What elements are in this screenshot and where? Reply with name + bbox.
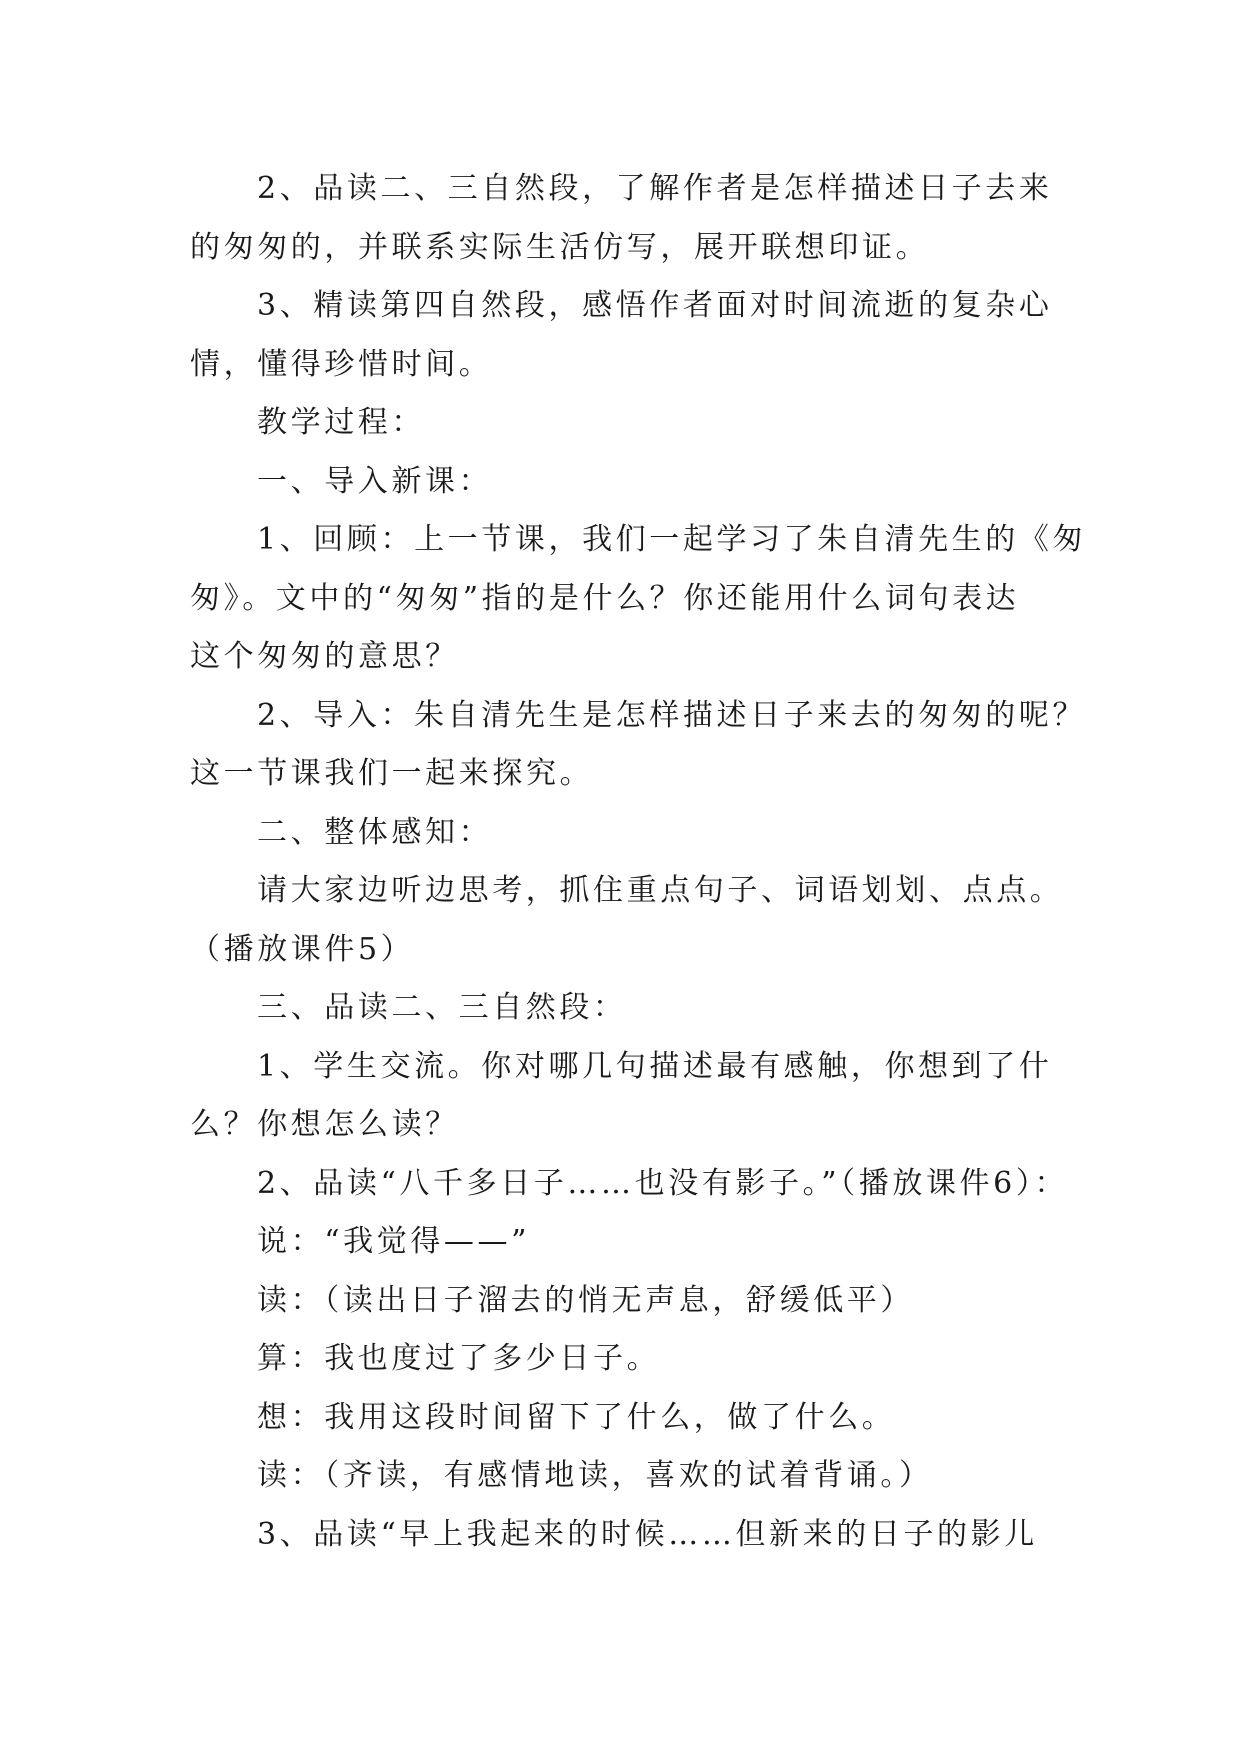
paragraph-line: 的匆匆的，并联系实际生活仿写，展开联想印证。 (190, 229, 930, 265)
section-heading: 一、导入新课： (257, 463, 493, 499)
paragraph-line: 情，懂得珍惜时间。 (190, 346, 493, 382)
paragraph-line: 这个匆匆的意思？ (190, 639, 459, 674)
paragraph-line: 3、品读“早上我起来的时候……但新来的日子的影儿 (257, 1516, 1038, 1552)
paragraph-line: 3、精读第四自然段，感悟作者面对时间流逝的复杂心 (257, 288, 1053, 323)
paragraph-line: 匆》。文中的“匆匆”指的是什么？你还能用什么词句表达 (190, 580, 1020, 616)
paragraph-line: 1、回顾：上一节课，我们一起学习了朱自清先生的《匆 (257, 522, 1087, 557)
paragraph-line: 2、品读“八千多日子……也没有影子。”（播放课件6）： (257, 1165, 1069, 1201)
paragraph-line: 请大家边听边思考，抓住重点句子、词语划划、点点。 (257, 873, 1064, 908)
paragraph-line: 读：（读出日子溜去的悄无声息，舒缓低平） (257, 1282, 914, 1318)
section-heading: 二、整体感知： (257, 814, 493, 850)
paragraph-line: 么？你想怎么读？ (190, 1107, 459, 1142)
paragraph-line: 算：我也度过了多少日子。 (257, 1341, 661, 1376)
paragraph-line: 1、学生交流。你对哪几句描述最有感触，你想到了什 (257, 1048, 1053, 1084)
section-heading: 三、品读二、三自然段： (257, 990, 627, 1025)
paragraph-line: 2、品读二、三自然段，了解作者是怎样描述日子去来 (257, 171, 1053, 206)
section-heading: 教学过程： (257, 405, 425, 440)
paragraph-line: 想：我用这段时间留下了什么，做了什么。 (257, 1399, 896, 1435)
paragraph-line: （播放课件5） (190, 931, 415, 967)
document-body (190, 160, 1087, 1564)
paragraph-line: 这一节课我们一起来探究。 (190, 756, 594, 791)
paragraph-line: 2、导入：朱自清先生是怎样描述日子来去的匆匆的呢？ (257, 697, 1087, 733)
paragraph-line: 读：（齐读，有感情地读，喜欢的试着背诵。） (257, 1458, 933, 1493)
paragraph-line: 说：“我觉得——” (257, 1224, 531, 1259)
